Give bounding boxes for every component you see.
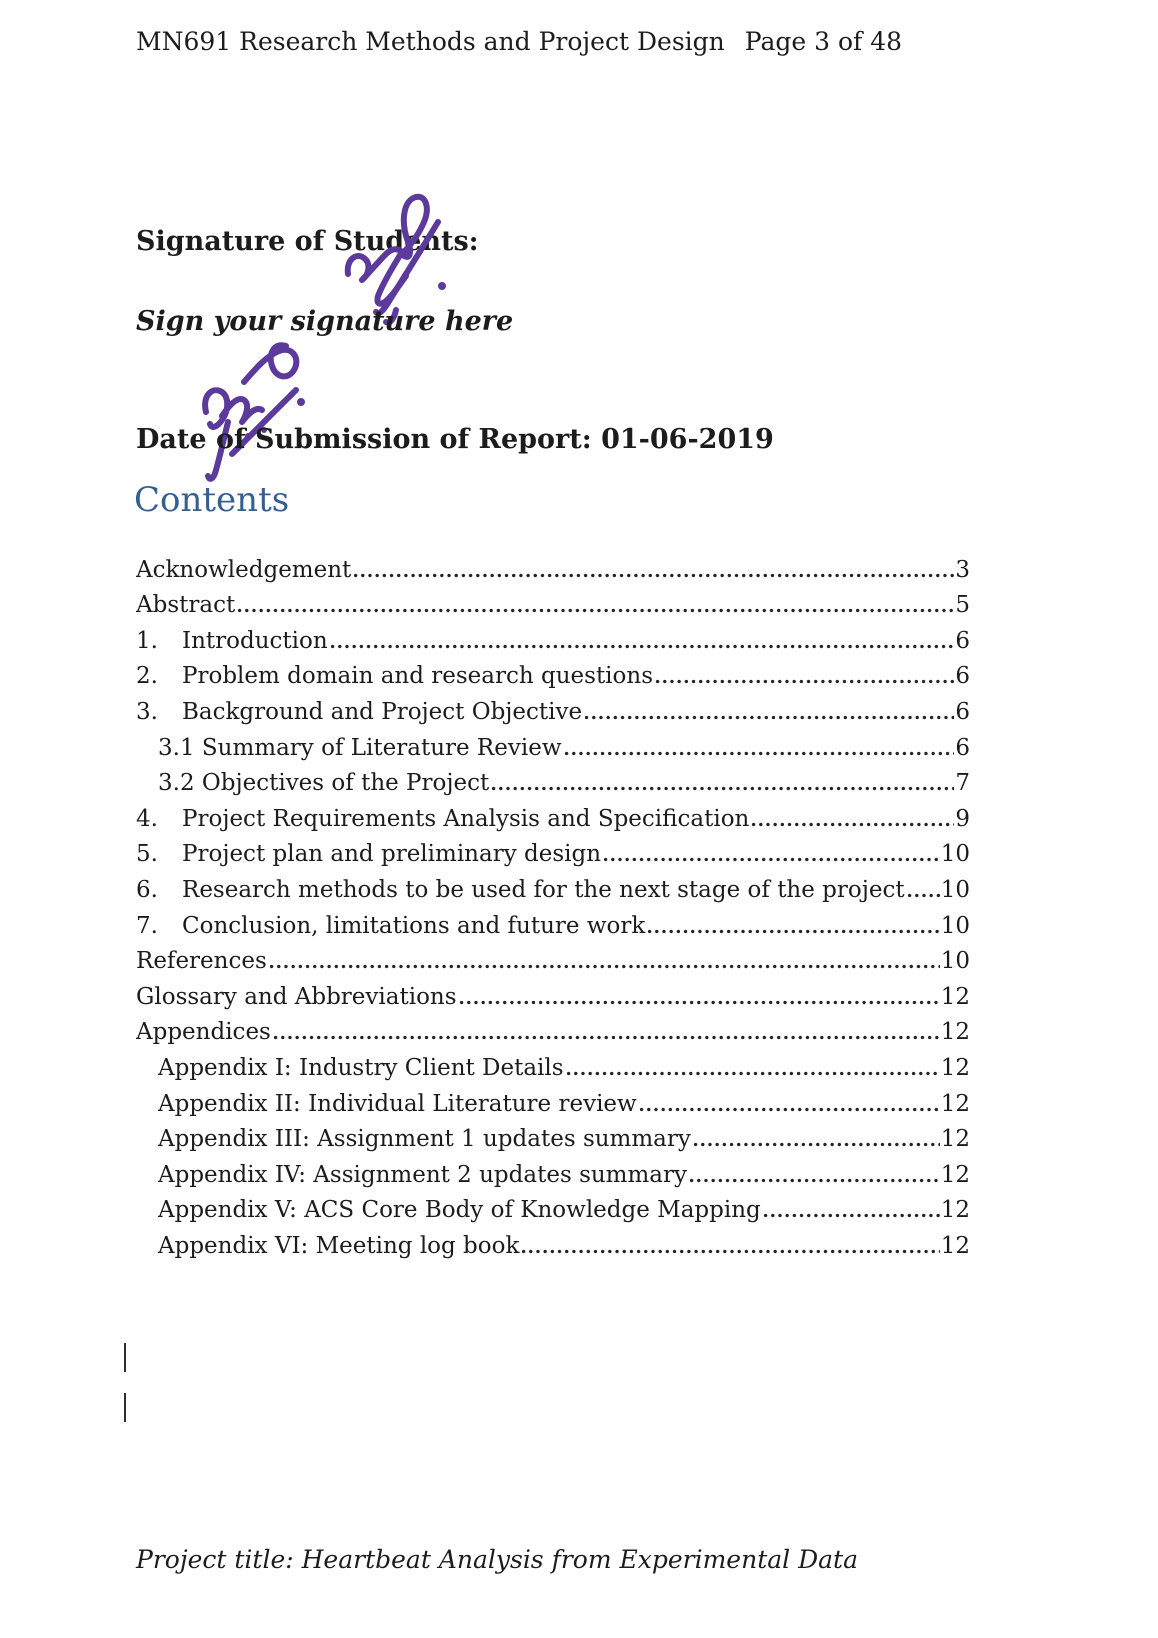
toc-page-number: 10 — [940, 876, 970, 903]
toc-page-number: 6 — [955, 663, 970, 690]
toc-entry[interactable] — [136, 943, 970, 979]
toc-label: Conclusion, limitations and future work — [182, 912, 646, 939]
toc-list — [136, 551, 970, 1263]
toc-entry[interactable] — [136, 765, 970, 801]
toc-entry[interactable] — [136, 622, 970, 658]
toc-entry[interactable] — [136, 907, 970, 943]
toc-page-number: 9 — [955, 805, 970, 832]
dot-leader — [563, 729, 955, 765]
dot-leader — [688, 1156, 940, 1192]
toc-number: 4. — [136, 805, 158, 832]
toc-page-number: 12 — [940, 1019, 970, 1046]
toc-entry[interactable] — [136, 1121, 970, 1157]
toc-number: 6. — [136, 876, 158, 903]
dot-leader — [272, 1014, 940, 1050]
header-course-title: MN691 Research Methods and Project Design — [136, 27, 725, 56]
toc-entry[interactable] — [136, 1085, 970, 1121]
text-cursor-mark — [124, 1393, 126, 1422]
toc-number: 1. — [136, 627, 158, 654]
toc-entry[interactable] — [136, 1014, 970, 1050]
toc-page-number: 3 — [955, 556, 970, 583]
toc-number: 2. — [136, 663, 158, 690]
toc-page-number: 10 — [940, 912, 970, 939]
toc-label: Appendix III: Assignment 1 updates summary — [158, 1126, 691, 1153]
dot-leader — [520, 1227, 939, 1263]
toc-page-number: 6 — [955, 698, 970, 725]
toc-entry[interactable] — [136, 978, 970, 1014]
dot-leader — [268, 943, 940, 979]
dot-leader — [490, 765, 954, 801]
toc-entry[interactable] — [136, 1192, 970, 1228]
toc-entry[interactable] — [136, 693, 970, 729]
dot-leader — [906, 871, 940, 907]
toc-label: Appendices — [136, 1019, 271, 1046]
toc-number: 5. — [136, 841, 158, 868]
toc-entry[interactable] — [136, 1156, 970, 1192]
toc-entry[interactable] — [136, 836, 970, 872]
toc-label: Research methods to be used for the next stage of the project — [182, 876, 905, 903]
dot-leader — [352, 551, 954, 587]
dot-leader — [236, 587, 954, 623]
page-header — [136, 27, 902, 56]
toc-number: 3. — [136, 698, 158, 725]
toc-page-number: 12 — [940, 1054, 970, 1081]
toc-entry[interactable] — [136, 1227, 970, 1263]
toc-label: Acknowledgement — [136, 556, 352, 583]
signature-of-students-label: Signature of Students: — [136, 226, 479, 257]
toc-label: Appendix I: Industry Client Details — [158, 1054, 564, 1081]
student-signature-2 — [168, 338, 308, 483]
dot-leader — [646, 907, 939, 943]
toc-page-number: 6 — [955, 734, 970, 761]
toc-label: Abstract — [136, 592, 236, 619]
dot-leader — [762, 1192, 940, 1228]
dot-leader — [565, 1049, 940, 1085]
toc-label: Glossary and Abbreviations — [136, 983, 457, 1010]
toc-number: 7. — [136, 912, 158, 939]
toc-label: 3.2 Objectives of the Project — [158, 770, 490, 797]
toc-label: Project plan and preliminary design — [182, 841, 602, 868]
dot-leader — [329, 622, 955, 658]
date-of-submission-label: Date of Submission of Report: 01-06-2019 — [136, 424, 774, 455]
dot-leader — [583, 693, 954, 729]
dot-leader — [750, 800, 954, 836]
dot-leader — [654, 658, 954, 694]
dot-leader — [638, 1085, 940, 1121]
toc-label: Problem domain and research questions — [182, 663, 654, 690]
toc-label: Appendix IV: Assignment 2 updates summary — [158, 1161, 687, 1188]
toc-entry[interactable] — [136, 800, 970, 836]
dot-leader — [458, 978, 940, 1014]
toc-label: Background and Project Objective — [182, 698, 583, 725]
dot-leader — [692, 1121, 940, 1157]
toc-page-number: 7 — [955, 770, 970, 797]
toc-entry[interactable] — [136, 729, 970, 765]
header-page-info: Page 3 of 48 — [744, 27, 903, 56]
toc-page-number: 12 — [940, 1126, 970, 1153]
toc-label: 3.1 Summary of Literature Review — [158, 734, 562, 761]
toc-label: Appendix II: Individual Literature review — [158, 1090, 637, 1117]
toc-page-number: 12 — [940, 983, 970, 1010]
toc-entry[interactable] — [136, 871, 970, 907]
sign-here-label: Sign your signature here — [136, 306, 514, 337]
toc-label: Introduction — [182, 627, 328, 654]
contents-heading: Contents — [134, 480, 290, 520]
toc-entry[interactable] — [136, 551, 970, 587]
toc-label: References — [136, 948, 267, 975]
toc-label: Appendix VI: Meeting log book — [158, 1232, 520, 1259]
toc-page-number: 12 — [940, 1090, 970, 1117]
toc-page-number: 6 — [955, 627, 970, 654]
text-cursor-mark — [124, 1343, 126, 1372]
dot-leader — [602, 836, 940, 872]
footer-project-title: Project title: Heartbeat Analysis from Experimental Data — [136, 1545, 858, 1574]
toc-entry[interactable] — [136, 658, 970, 694]
toc-entry[interactable] — [136, 1049, 970, 1085]
toc-page-number: 12 — [940, 1161, 970, 1188]
toc-page-number: 12 — [940, 1197, 970, 1224]
toc-label: Project Requirements Analysis and Specification — [182, 805, 750, 832]
toc-page-number: 12 — [940, 1232, 970, 1259]
toc-page-number: 10 — [940, 841, 970, 868]
toc-entry[interactable] — [136, 587, 970, 623]
toc-label: Appendix V: ACS Core Body of Knowledge Mapping — [158, 1197, 761, 1224]
toc-page-number: 5 — [955, 592, 970, 619]
toc-page-number: 10 — [940, 948, 970, 975]
